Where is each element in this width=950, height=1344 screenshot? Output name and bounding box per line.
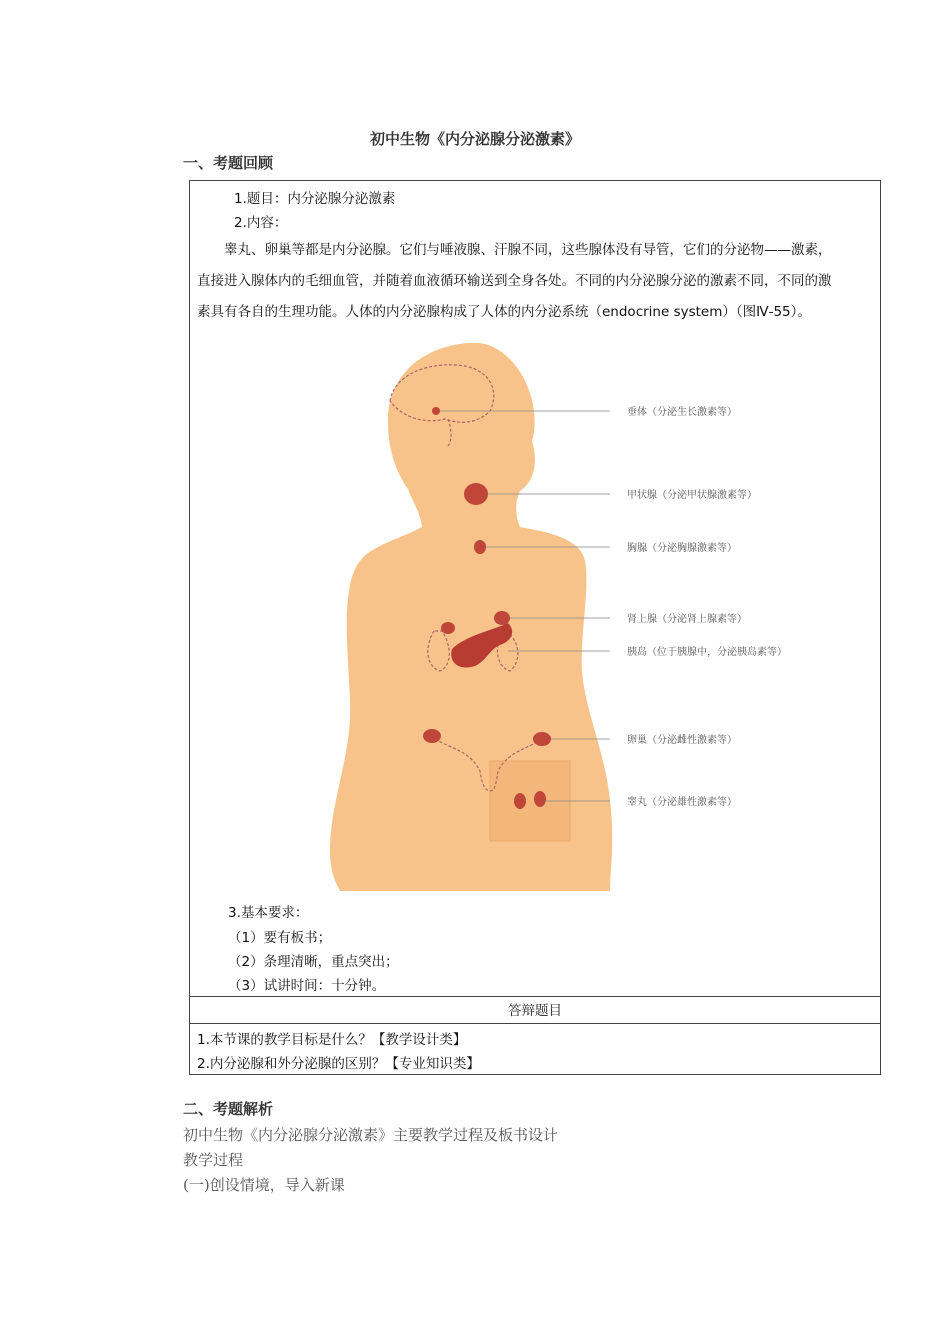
defense-question: 2.内分泌腺和外分泌腺的区别？【专业知识类】 <box>197 1056 480 1072</box>
content-line: 素具有各自的生理功能。人体的内分泌腺构成了人体的内分泌系统（endocrine system）（图Ⅳ-55）。 <box>197 304 811 320</box>
analysis-line: (一)创设情境，导入新课 <box>183 1176 345 1194</box>
label-islets: 胰岛（位于胰腺中，分泌胰岛素等） <box>627 647 787 658</box>
analysis-line: 初中生物《内分泌腺分泌激素》主要教学过程及板书设计 <box>183 1126 559 1144</box>
requirements-label: 3.基本要求： <box>228 905 309 921</box>
endocrine-system-figure <box>190 331 880 891</box>
content-line: 睾丸、卵巢等都是内分泌腺。它们与唾液腺、汗腺不同，这些腺体没有导管，它们的分泌物——激素， <box>224 242 832 258</box>
thyroid-gland <box>464 483 488 505</box>
label-testis: 睾丸（分泌雄性激素等） <box>627 797 737 808</box>
ovary-right <box>533 732 551 746</box>
testis-right <box>534 791 546 807</box>
question-box <box>189 180 881 1075</box>
label-ovary: 卵巢（分泌雌性激素等） <box>627 735 737 746</box>
label-adrenal: 肾上腺（分泌肾上腺素等） <box>627 614 747 625</box>
document-title: 初中生物《内分泌腺分泌激素》 <box>369 130 580 148</box>
content-line: 直接进入腺体内的毛细血管，并随着血液循环输送到全身各处。不同的内分泌腺分泌的激素不同，不同的激 <box>197 273 832 289</box>
divider <box>190 1023 880 1024</box>
ovary-left <box>423 729 441 743</box>
defense-question: 1.本节课的教学目标是什么？【教学设计类】 <box>197 1032 467 1048</box>
label-pituitary: 垂体（分泌生长激素等） <box>627 407 737 418</box>
topic-line: 1.题目：内分泌腺分泌激素 <box>234 191 396 207</box>
requirement-item: （2）条理清晰，重点突出； <box>228 954 399 970</box>
label-thyroid: 甲状腺（分泌甲状腺激素等） <box>627 490 757 501</box>
pituitary-gland <box>432 407 440 415</box>
content-label: 2.内容： <box>234 215 288 231</box>
adrenal-gland-right <box>494 611 510 625</box>
requirement-item: （1）要有板书； <box>228 930 332 946</box>
thymus-gland <box>474 540 486 554</box>
section-heading-review: 一、考题回顾 <box>183 154 274 172</box>
testis-left <box>514 793 526 809</box>
adrenal-gland-left <box>441 622 455 634</box>
defense-heading: 答辩题目 <box>508 1003 562 1019</box>
analysis-line: 教学过程 <box>183 1151 244 1169</box>
label-thymus: 胸腺（分泌胸腺激素等） <box>627 543 737 554</box>
divider <box>190 996 880 997</box>
section-heading-analysis: 二、考题解析 <box>183 1100 274 1118</box>
requirement-item: （3）试讲时间：十分钟。 <box>228 978 386 994</box>
